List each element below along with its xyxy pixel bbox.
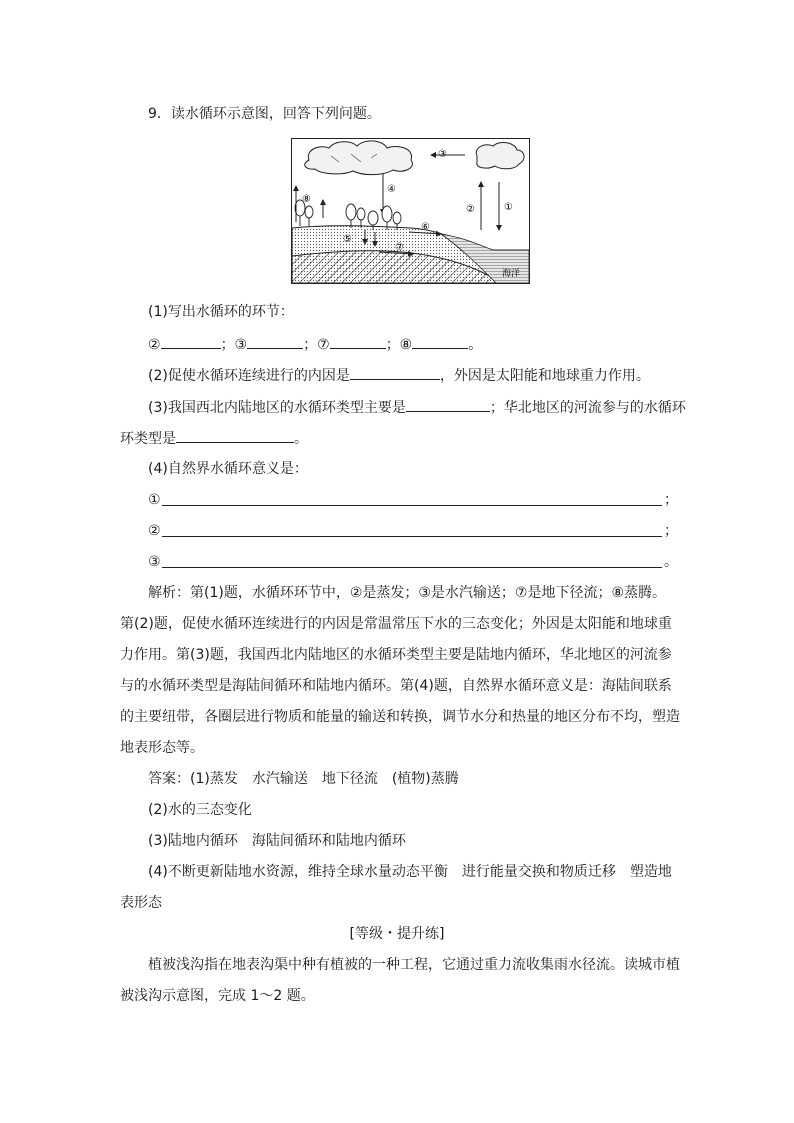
answer-line-3: (3)陆地内循环 海陆间循环和陆地内循环 [148,833,406,849]
part4-item1-end: ； [664,492,678,508]
part3-line2: 环类型是 。 [120,427,308,449]
part2: (2)促使水循环连续进行的内因是 ，外因是太阳能和地球重力作用。 [148,364,650,386]
part4-prompt: (4)自然界水循环意义是： [148,461,308,477]
part1-prompt: (1)写出水循环的环节： [148,304,294,320]
marker-4: ④ [387,184,396,195]
analysis-line-4: 与的水循环类型是海陆间循环和陆地内循环。第(4)题，自然界水循环意义是：海陆间联系 [120,678,672,694]
part1-blanks: ② ；③ ；⑦ ；⑧ 。 [148,333,482,355]
section-paragraph-line-2: 被浅沟示意图，完成 1～2 题。 [120,988,315,1004]
blank-part3a[interactable] [406,396,490,412]
marker-1: ① [504,202,513,213]
marker-6: ⑥ [421,222,430,233]
part4-item2-end: ； [664,523,678,539]
blank-part4-3[interactable] [162,566,662,568]
blank-part2[interactable] [350,364,440,380]
answer-line-4: (4)不断更新陆地水资源，维持全球水量动态平衡 进行能量交换和物质迁移 塑造地 [148,864,672,880]
analysis-line-2: 第(2)题，促使水循环连续进行的内因是常温常压下水的三态变化；外因是太阳能和地球重 [120,616,672,632]
section-heading: [等级・提升练] [349,926,445,942]
part4-item2-mark: ② [148,523,161,539]
marker-5: ⑤ [343,234,352,245]
part3-line1: (3)我国西北内陆地区的水循环类型主要是 ；华北地区的河流参与的水循环 [148,396,686,418]
blank-part4-1[interactable] [162,504,662,506]
part4-item3-mark: ③ [148,554,161,570]
blank-part3b[interactable] [176,427,294,443]
blank-8[interactable] [412,333,468,349]
blank-2[interactable] [161,333,221,349]
ocean-label: 海洋 [502,269,521,279]
analysis-line-6: 地表形态等。 [120,740,204,756]
marker-2: ② [466,204,475,215]
answer-line-1: 答案：(1)蒸发 水汽输送 地下径流 (植物)蒸腾 [148,771,459,787]
part4-item3-end: 。 [664,554,678,570]
section-paragraph-line-1: 植被浅沟指在地表沟渠中种有植被的一种工程，它通过重力流收集雨水径流。读城市植 [148,957,680,973]
analysis-line-1: 解析：第(1)题，水循环环节中，②是蒸发；③是水汽输送；⑦是地下径流；⑧蒸腾。 [148,585,667,601]
blank-7[interactable] [330,333,386,349]
marker-7: ⑦ [395,242,404,253]
blank-part4-2[interactable] [162,535,662,537]
analysis-line-5: 的主要纽带，各圈层进行物质和能量的输送和转换，调节水分和热量的地区分布不均，塑造 [120,709,680,725]
answer-line-2: (2)水的三态变化 [148,802,252,818]
analysis-line-3: 力作用。第(3)题，我国西北内陆地区的水循环类型主要是陆地内循环，华北地区的河流参 [120,647,672,663]
water-cycle-diagram [291,138,530,284]
blank-3[interactable] [247,333,303,349]
marker-3: ③ [438,149,447,160]
part4-item1-mark: ① [148,492,161,508]
marker-8: ⑧ [302,194,311,205]
answer-line-5: 表形态 [120,895,162,911]
question-title: 9．读水循环示意图，回答下列问题。 [148,106,381,122]
